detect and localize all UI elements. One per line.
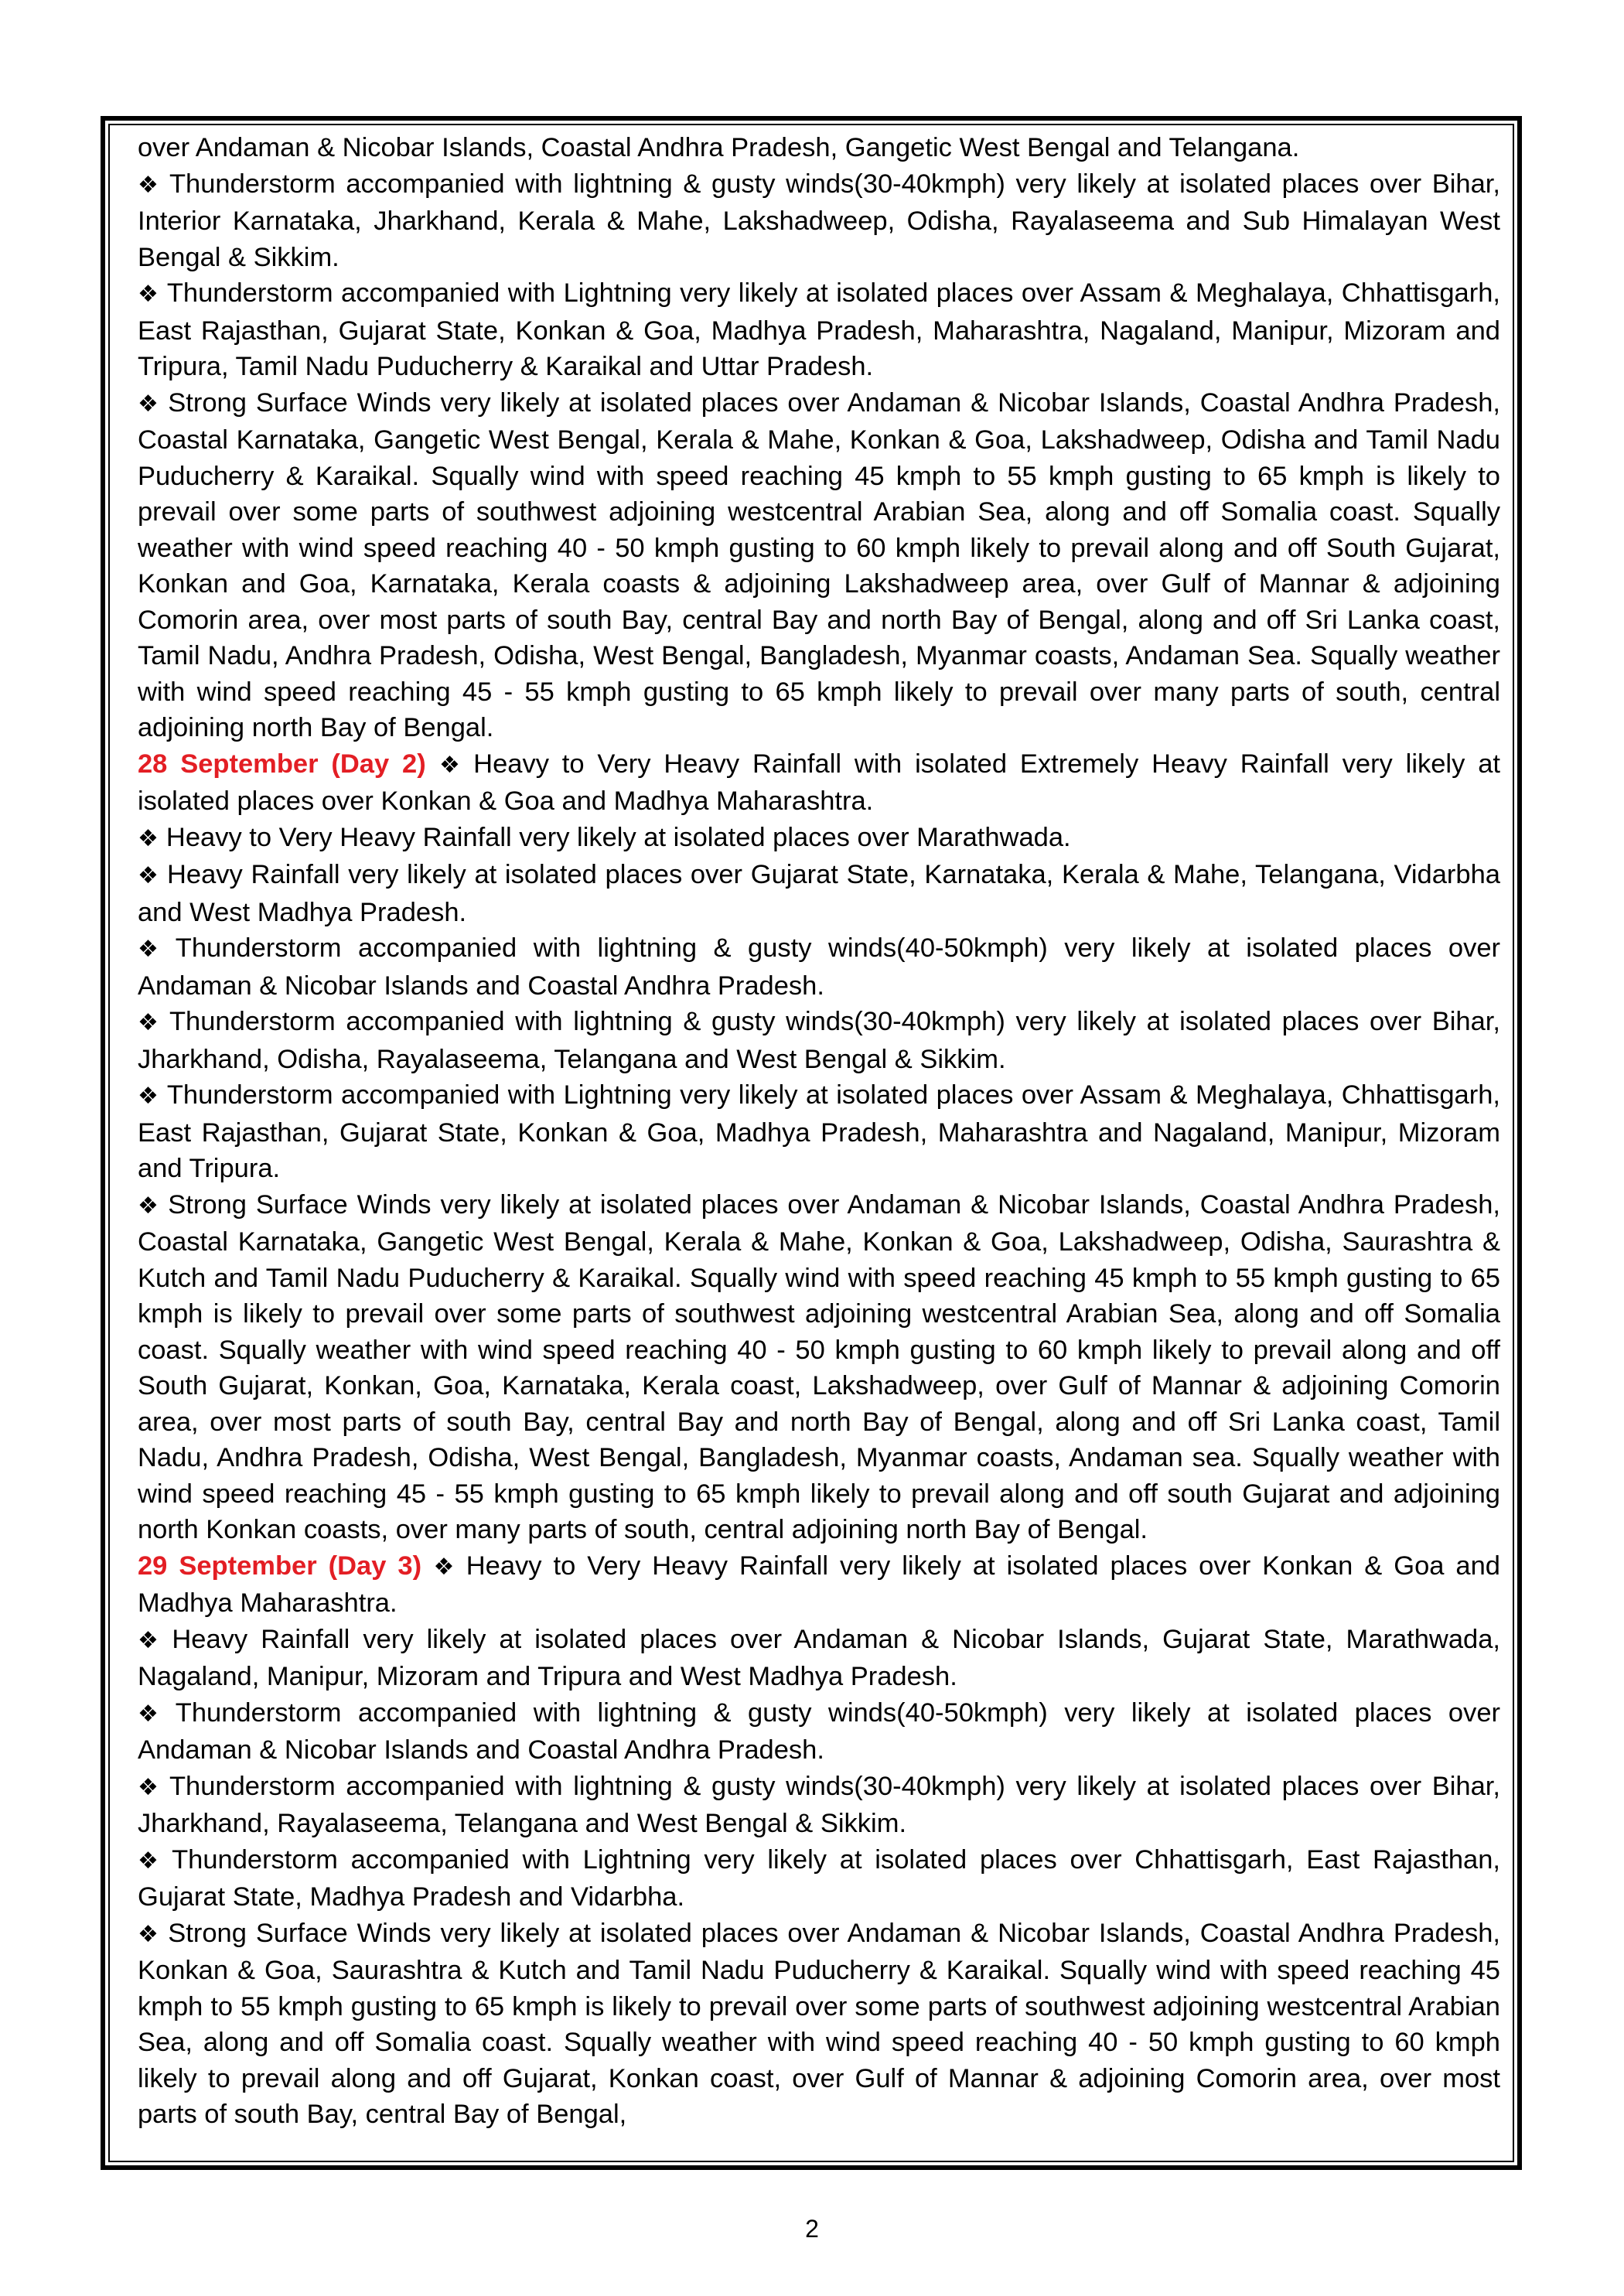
- forecast-text: Heavy to Very Heavy Rainfall very likely at isolated places over Marathwada.: [165, 822, 1071, 852]
- forecast-text: over Andaman & Nicobar Islands, Coastal Andhra Pradesh, Gangetic West Bengal and Telangana.: [138, 133, 1300, 162]
- forecast-text: Heavy to Very Heavy Rainfall very likely at isolated places over Konkan & Goa and Madhya Maharashtra.: [138, 1551, 1500, 1618]
- forecast-paragraph: [138, 1004, 1500, 1077]
- forecast-paragraph: [138, 275, 1500, 385]
- diamond-bullet-icon: ❖: [138, 390, 161, 418]
- diamond-bullet-icon: ❖: [138, 824, 159, 852]
- forecast-frame: [101, 116, 1522, 2170]
- forecast-paragraph: [138, 1187, 1500, 1548]
- forecast-paragraph: [138, 857, 1500, 930]
- day-forecast-paragraph: [138, 1548, 1500, 1622]
- forecast-paragraph: [138, 1916, 1500, 2133]
- diamond-bullet-icon: ❖: [138, 1192, 161, 1220]
- forecast-text: Strong Surface Winds very likely at isolated places over Andaman & Nicobar Islands, Coastal Andhra Pradesh, Konkan & Goa, Saurashtra & Kutch and Tamil Nadu Puducherry & Karaikal. Squally wind with speed reaching 45 kmph to 55 kmph gusting to 65 kmph is likely to prevail over some parts of southwest adjoining westcentral Arabian Sea, along and off Somalia coast. Squally weather with wind speed reaching 40 - 50 kmph gusting to 60 kmph likely to prevail along and off Gujarat, Konkan coast, over Gulf of Mannar & adjoining Comorin area, over most parts of south Bay, central Bay of Bengal,: [138, 1918, 1500, 2129]
- diamond-bullet-icon: ❖: [138, 1083, 159, 1110]
- forecast-paragraph: [138, 1077, 1500, 1187]
- day-forecast-paragraph: [138, 746, 1500, 820]
- diamond-bullet-icon: ❖: [138, 281, 159, 308]
- day-label: 29 September (Day 3): [138, 1551, 422, 1581]
- forecast-paragraph: [138, 1842, 1500, 1916]
- forecast-text: Thunderstorm accompanied with lightning & gusty winds(40-50kmph) very likely at isolated places over Andaman & Nicobar Islands and Coastal Andhra Pradesh.: [138, 1697, 1500, 1765]
- diamond-bullet-icon: ❖: [138, 862, 159, 889]
- forecast-text: Heavy Rainfall very likely at isolated places over Gujarat State, Karnataka, Kerala & Mahe, Telangana, Vidarbha and West Madhya Pradesh.: [138, 860, 1500, 927]
- forecast-paragraph: [138, 1622, 1500, 1695]
- forecast-text: Thunderstorm accompanied with Lightning very likely at isolated places over Chhattisgarh, East Rajasthan, Gujarat State, Madhya Pradesh and Vidarbha.: [138, 1844, 1500, 1912]
- forecast-paragraph: [138, 130, 1500, 166]
- forecast-text: Heavy to Very Heavy Rainfall with isolated Extremely Heavy Rainfall very likely at isolated places over Konkan & Goa and Madhya Maharashtra.: [138, 749, 1500, 816]
- diamond-bullet-icon: ❖: [138, 1773, 162, 1801]
- forecast-text: Thunderstorm accompanied with lightning & gusty winds(30-40kmph) very likely at isolated places over Bihar, Jharkhand, Odisha, Rayalaseema, Telangana and West Bengal & Sikkim.: [138, 1007, 1500, 1074]
- forecast-paragraph: [138, 385, 1500, 746]
- forecast-paragraph: [138, 930, 1500, 1004]
- diamond-bullet-icon: ❖: [138, 1009, 162, 1036]
- diamond-bullet-icon: ❖: [433, 751, 466, 779]
- diamond-bullet-icon: ❖: [138, 1920, 161, 1948]
- forecast-paragraph: [138, 1769, 1500, 1842]
- diamond-bullet-icon: ❖: [429, 1553, 459, 1581]
- forecast-text: Thunderstorm accompanied with Lightning very likely at isolated places over Assam & Meghalaya, Chhattisgarh, East Rajasthan, Gujarat State, Konkan & Goa, Madhya Pradesh, Maharashtra, Nagaland, Manipur, Mizoram and Tripura, Tamil Nadu Puducherry & Karaikal and Uttar Pradesh.: [138, 278, 1501, 381]
- diamond-bullet-icon: ❖: [138, 1847, 165, 1875]
- forecast-text: Strong Surface Winds very likely at isolated places over Andaman & Nicobar Islands, Coastal Andhra Pradesh, Coastal Karnataka, Gangetic West Bengal, Kerala & Mahe, Konkan & Goa, Lakshadweep, Odisha, Saurashtra & Kutch and Tamil Nadu Puducherry & Karaikal. Squally wind with speed reaching 45 kmph to 55 kmph gusting to 65 kmph is likely to prevail over some parts of southwest adjoining westcentral Arabian Sea, along and off Somalia coast. Squally weather with wind speed reaching 40 - 50 kmph gusting to 60 kmph likely to prevail along and off South Gujarat, Konkan, Goa, Karnataka, Kerala coast, Lakshadweep, over Gulf of Mannar & adjoining Comorin area, over most parts of south Bay, central Bay and north Bay of Bengal, along and off Sri Lanka coast, Tamil Nadu, Andhra Pradesh, Odisha, West Bengal, Bangladesh, Myanmar coasts, Andaman sea. Squally weather with wind speed reaching 45 - 55 kmph gusting to 65 kmph likely to prevail along and off south Gujarat and adjoining north Konkan coasts, over many parts of south, central adjoining north Bay of Bengal.: [138, 1189, 1500, 1544]
- forecast-paragraph: [138, 166, 1500, 276]
- diamond-bullet-icon: ❖: [138, 171, 162, 199]
- forecast-text: Thunderstorm accompanied with lightning & gusty winds(30-40kmph) very likely at isolated places over Bihar, Jharkhand, Rayalaseema, Telangana and West Bengal & Sikkim.: [138, 1771, 1500, 1838]
- forecast-text: Strong Surface Winds very likely at isolated places over Andaman & Nicobar Islands, Coastal Andhra Pradesh, Coastal Karnataka, Gangetic West Bengal, Kerala & Mahe, Konkan & Goa, Lakshadweep, Odisha and Tamil Nadu Puducherry & Karaikal. Squally wind with speed reaching 45 kmph to 55 kmph gusting to 65 kmph is likely to prevail over some parts of southwest adjoining westcentral Arabian Sea, along and off Somalia coast. Squally weather with wind speed reaching 40 - 50 kmph gusting to 60 kmph likely to prevail along and off South Gujarat, Konkan and Goa, Karnataka, Kerala coasts & adjoining Lakshadweep area, over Gulf of Mannar & adjoining Comorin area, over most parts of south Bay, central Bay and north Bay of Bengal, along and off Sri Lanka coast, Tamil Nadu, Andhra Pradesh, Odisha, West Bengal, Bangladesh, Myanmar coasts, Andaman Sea. Squally weather with wind speed reaching 45 - 55 kmph gusting to 65 kmph likely to prevail over many parts of south, central adjoining north Bay of Bengal.: [138, 387, 1500, 742]
- page-number: 2: [805, 2215, 819, 2243]
- forecast-paragraph: [138, 820, 1500, 858]
- diamond-bullet-icon: ❖: [138, 1700, 168, 1728]
- forecast-text: Thunderstorm accompanied with lightning & gusty winds(40-50kmph) very likely at isolated places over Andaman & Nicobar Islands and Coastal Andhra Pradesh.: [138, 933, 1500, 1001]
- diamond-bullet-icon: ❖: [138, 1626, 165, 1654]
- forecast-paragraph: [138, 1695, 1500, 1769]
- forecast-text: Thunderstorm accompanied with Lightning very likely at isolated places over Assam & Meghalaya, Chhattisgarh, East Rajasthan, Gujarat State, Konkan & Goa, Madhya Pradesh, Maharashtra and Nagaland, Manipur, Mizoram and Tripura.: [138, 1080, 1501, 1183]
- forecast-text: Heavy Rainfall very likely at isolated places over Andaman & Nicobar Islands, Gujarat State, Marathwada, Nagaland, Manipur, Mizoram and Tripura and West Madhya Pradesh.: [138, 1624, 1500, 1691]
- forecast-text: Thunderstorm accompanied with lightning & gusty winds(30-40kmph) very likely at isolated places over Bihar, Interior Karnataka, Jharkhand, Kerala & Mahe, Lakshadweep, Odisha, Rayalaseema and Sub Himalayan West Bengal & Sikkim.: [138, 169, 1500, 272]
- day-label: 28 September (Day 2): [138, 749, 426, 779]
- forecast-content: [138, 130, 1500, 2133]
- diamond-bullet-icon: ❖: [138, 936, 168, 963]
